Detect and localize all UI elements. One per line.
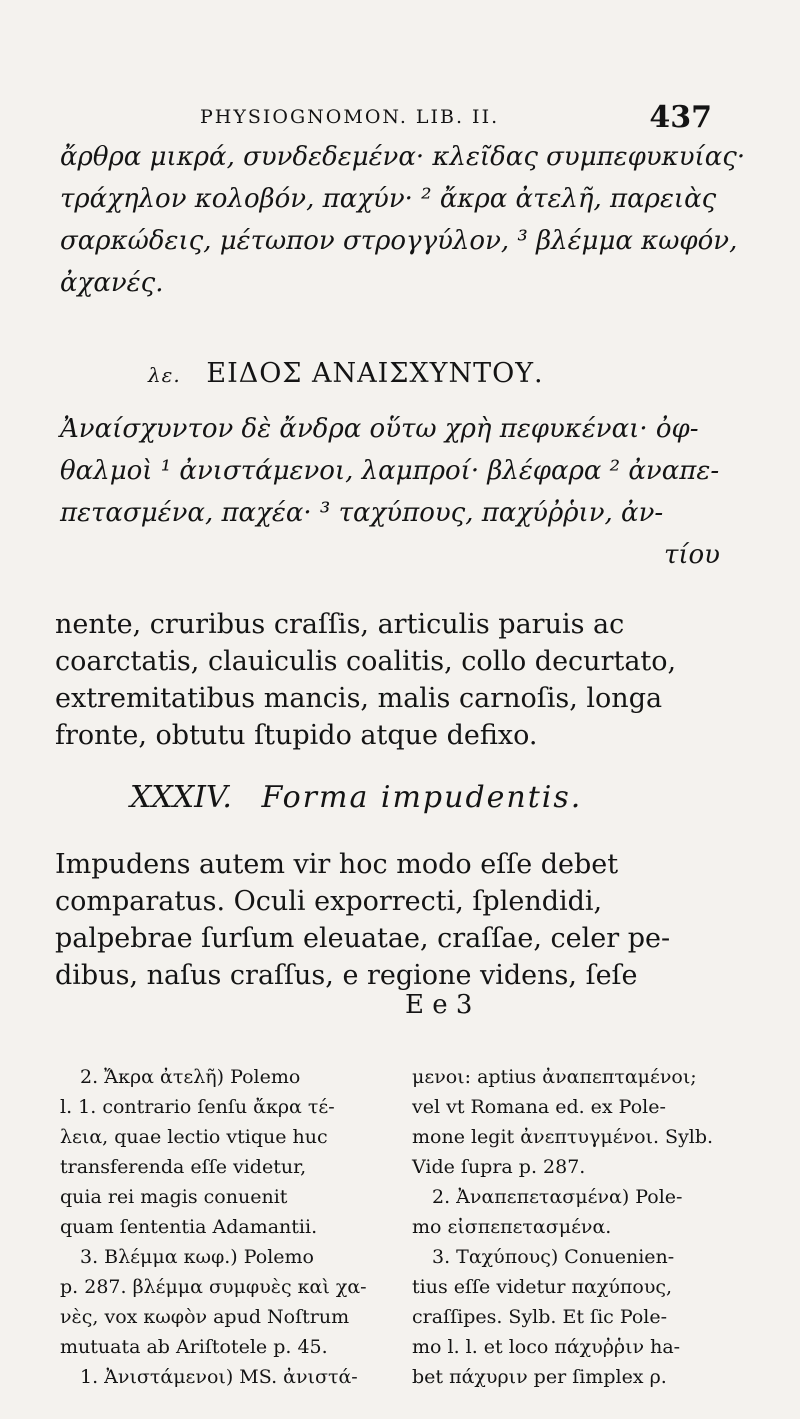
- footnote-line: 3. Ταχύπους) Conuenien-: [432, 1246, 675, 1268]
- footnote-line: bet πάχυριν per ſimplex ρ.: [412, 1366, 667, 1388]
- footnote-line: mone legit ἀνεπτυγμένοι. Sylb.: [412, 1126, 714, 1148]
- greek-text-body: [60, 408, 720, 576]
- latin-line: coarctatis, clauiculis coalitis, collo decurtato,: [55, 646, 677, 677]
- footnote-line: νὲς, vox κωφὸν apud Noſtrum: [60, 1306, 350, 1328]
- latin-section-title: Forma impudentis.: [261, 780, 583, 815]
- greek-section-number: λε.: [148, 363, 181, 387]
- footnote-line: 1. Ἀνιστάμενοι) MS. ἀνιστά-: [80, 1366, 358, 1388]
- greek-line: τράχηλον κολοβόν, παχύν· ² ἄκρα ἀτελῆ, παρειὰς: [60, 184, 717, 214]
- latin-line: dibus, naſus craſſus, e regione videns, ſeſe: [55, 960, 638, 991]
- greek-catchword: τίου: [663, 540, 720, 570]
- greek-section-title: ΕΙΔΟΣ ΑΝΑΙΣΧΥΝΤΟΥ.: [206, 358, 544, 389]
- greek-line: σαρκώδεις, μέτωπον στρογγύλον, ³ βλέμμα κωφόν,: [60, 226, 738, 256]
- greek-section-heading: [148, 358, 648, 389]
- footnote-line: transferenda eſſe videtur,: [60, 1156, 307, 1178]
- footnote-line: vel vt Romana ed. ex Pole-: [412, 1096, 666, 1118]
- footnote-line: 3. Βλέμμα κωφ.) Polemo: [80, 1246, 314, 1268]
- footnote-line: λεια, quae lectio vtique huc: [60, 1126, 328, 1148]
- footnotes-left-column: [60, 1062, 430, 1392]
- running-title: PHYSIOGNOMON. LIB. II.: [200, 106, 500, 128]
- footnote-line: craſſipes. Sylb. Et ſic Pole-: [412, 1306, 668, 1328]
- greek-line: θαλμοὶ ¹ ἀνιστάμενοι, λαμπροί· βλέφαρα ² ἀναπε-: [60, 456, 720, 486]
- latin-line: comparatus. Oculi exporrecti, ſplendidi,: [55, 886, 603, 917]
- greek-text-top: [60, 136, 746, 304]
- greek-line: πετασμένα, παχέα· ³ ταχύπους, παχύῤῥιν, ἀν-: [60, 498, 664, 528]
- running-head: [200, 100, 720, 140]
- footnote-line: tius eſſe videtur παχύπους,: [412, 1276, 673, 1298]
- latin-text-top: [55, 606, 725, 754]
- footnote-line: l. 1. contrario ſenſu ἄκρα τέ-: [60, 1096, 335, 1118]
- footnotes-right-column: [412, 1062, 782, 1392]
- footnote-line: mutuata ab Ariſtotele p. 45.: [60, 1336, 328, 1358]
- footnote-line: μενοι: aptius ἀναπεπταμένοι;: [412, 1066, 697, 1088]
- footnote-line: mo εἰσπεπετασμένα.: [412, 1216, 612, 1238]
- footnote-line: mo l. l. et loco πάχυῤῥιν ha-: [412, 1336, 681, 1358]
- latin-line: extremitatibus mancis, malis carnoſis, longa: [55, 683, 663, 714]
- latin-section-number: XXXIV.: [130, 780, 232, 815]
- latin-line: Impudens autem vir hoc modo eſſe debet: [55, 849, 619, 880]
- latin-line: palpebrae ſurſum eleuatae, craſſae, celer pe-: [55, 923, 671, 954]
- latin-line: nente, cruribus craſſis, articulis paruis ac: [55, 609, 625, 640]
- page-number: 437: [649, 100, 712, 135]
- greek-line: ἄρθρα μικρά, συνδεδεμένα· κλεῖδας συμπεφυκυίας·: [60, 142, 746, 172]
- latin-section-heading: [130, 780, 630, 815]
- footnote-line: Vide ſupra p. 287.: [412, 1156, 586, 1178]
- footnote-line: 2. Ἄκρα ἀτελῆ) Polemo: [80, 1066, 301, 1088]
- greek-line: ἀχανές.: [60, 268, 164, 298]
- footnote-line: quia rei magis conuenit: [60, 1186, 288, 1208]
- footnote-line: 2. Ἀναπεπετασμένα) Pole-: [432, 1186, 683, 1208]
- signature-mark: E e 3: [405, 990, 473, 1020]
- footnote-line: quam ſententia Adamantii.: [60, 1216, 318, 1238]
- greek-line: Ἀναίσχυντον δὲ ἄνδρα οὕτω χρὴ πεφυκέναι· ὀφ-: [60, 414, 699, 444]
- footnote-line: p. 287. βλέμμα συμφυὲς καὶ χα-: [60, 1276, 367, 1298]
- latin-line: fronte, obtutu ſtupido atque defixo.: [55, 720, 538, 751]
- latin-text-body: [55, 846, 725, 994]
